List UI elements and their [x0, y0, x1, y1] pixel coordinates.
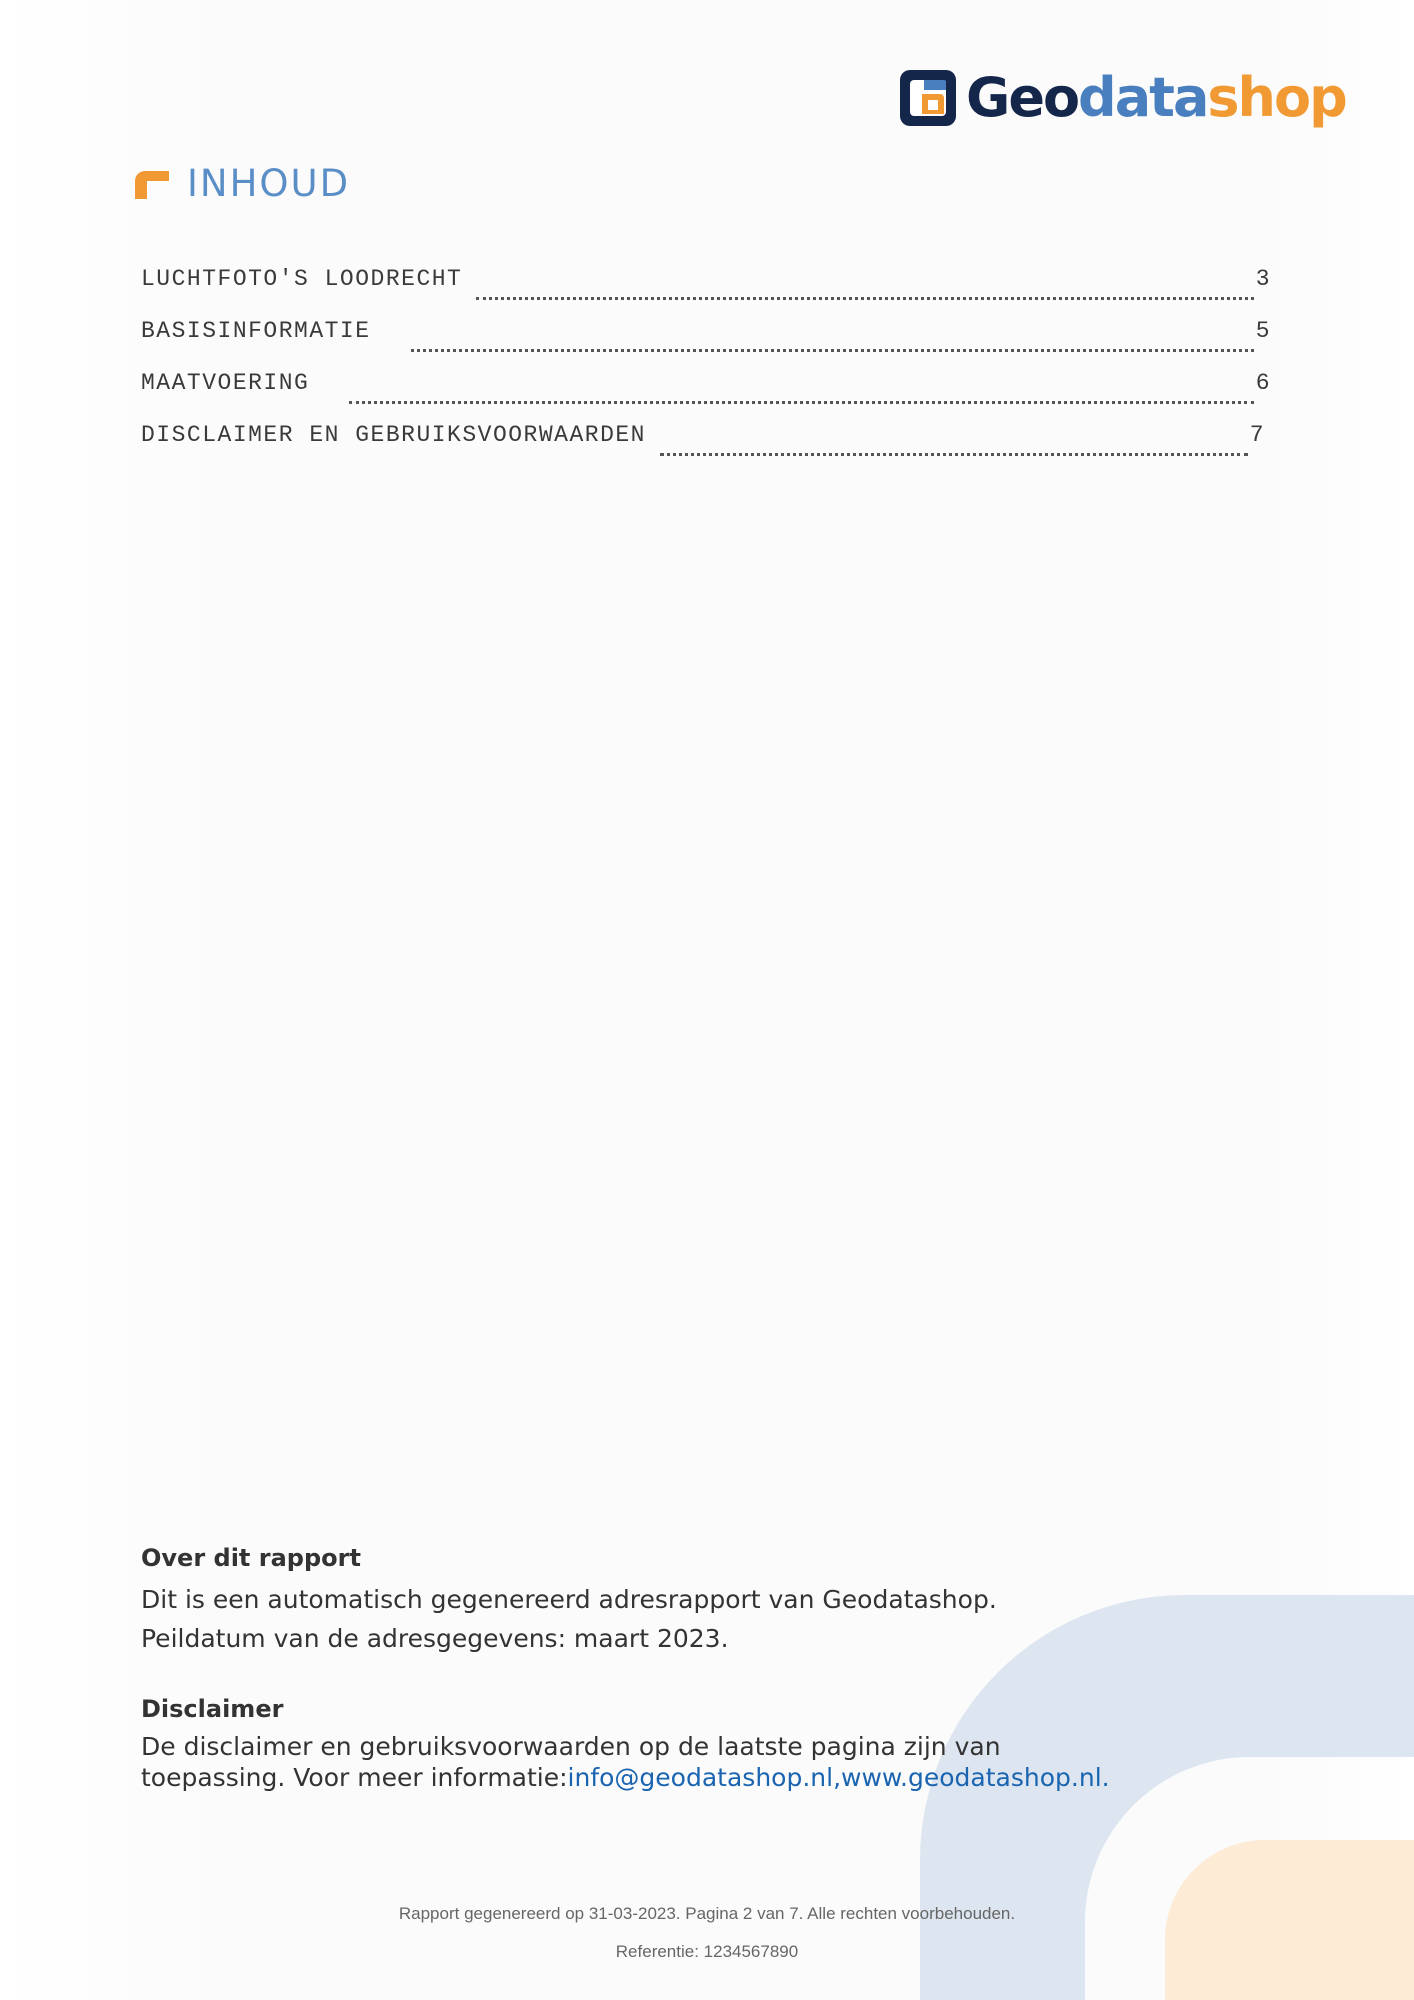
toc-leader-dots [349, 401, 1253, 404]
toc-entry-page: 5 [1255, 318, 1271, 344]
logo-mark-icon [900, 70, 956, 126]
website-link[interactable]: www.geodatashop.nl. [841, 1763, 1110, 1792]
toc-entry-label: BASISINFORMATIE [141, 318, 371, 344]
logo-word-shop: shop [1207, 66, 1346, 129]
page-heading [135, 162, 350, 205]
disclaimer-section [141, 1695, 1141, 1793]
toc-entry-page: 3 [1255, 266, 1271, 292]
footer-generated-text: Rapport gegenereerd op 31-03-2023. Pagina 2 van 7. Alle rechten voorbehouden. [398, 1904, 1016, 1923]
about-report-section [141, 1544, 1141, 1658]
toc-entry-label: DISCLAIMER EN GEBRUIKSVOORWAARDEN [141, 422, 646, 448]
corner-bracket-icon [135, 169, 169, 199]
toc-entry[interactable] [141, 318, 1271, 370]
table-of-contents [141, 266, 1271, 474]
link-separator: , [833, 1763, 842, 1792]
toc-entry-label: MAATVOERING [141, 370, 310, 396]
footer-reference-text: Referentie: 1234567890 [615, 1942, 799, 1961]
toc-leader-dots [660, 453, 1248, 456]
toc-leader-dots [411, 349, 1254, 352]
geodatashop-logo [900, 68, 1346, 128]
disclaimer-text-line: De disclaimer en gebruiksvoorwaarden op de laatste pagina zijn van [141, 1732, 1001, 1761]
logo-word-geo: Geo [966, 66, 1079, 129]
toc-entry-page: 6 [1255, 370, 1271, 396]
toc-entry[interactable] [141, 422, 1265, 474]
page-title: INHOUD [187, 162, 351, 205]
toc-entry[interactable] [141, 266, 1271, 318]
email-link[interactable]: info@geodatashop.nl [567, 1763, 834, 1792]
toc-entry-page: 7 [1249, 422, 1265, 448]
disclaimer-text-line [141, 1762, 1141, 1793]
toc-entry[interactable] [141, 370, 1271, 422]
logo-wordmark [966, 66, 1346, 129]
about-title: Over dit rapport [141, 1544, 361, 1572]
about-text-line: Dit is een automatisch gegenereerd adresrapport van Geodatashop. [141, 1585, 997, 1614]
toc-leader-dots [476, 297, 1253, 300]
logo-word-data: data [1078, 66, 1208, 129]
disclaimer-text-prefix: toepassing. Voor meer informatie: [141, 1763, 568, 1792]
about-text-line: Peildatum van de adresgegevens: maart 2023. [141, 1624, 729, 1653]
toc-entry-label: LUCHTFOTO'S LOODRECHT [141, 266, 463, 292]
page-footer [0, 1903, 1414, 1979]
disclaimer-title: Disclaimer [141, 1695, 284, 1723]
